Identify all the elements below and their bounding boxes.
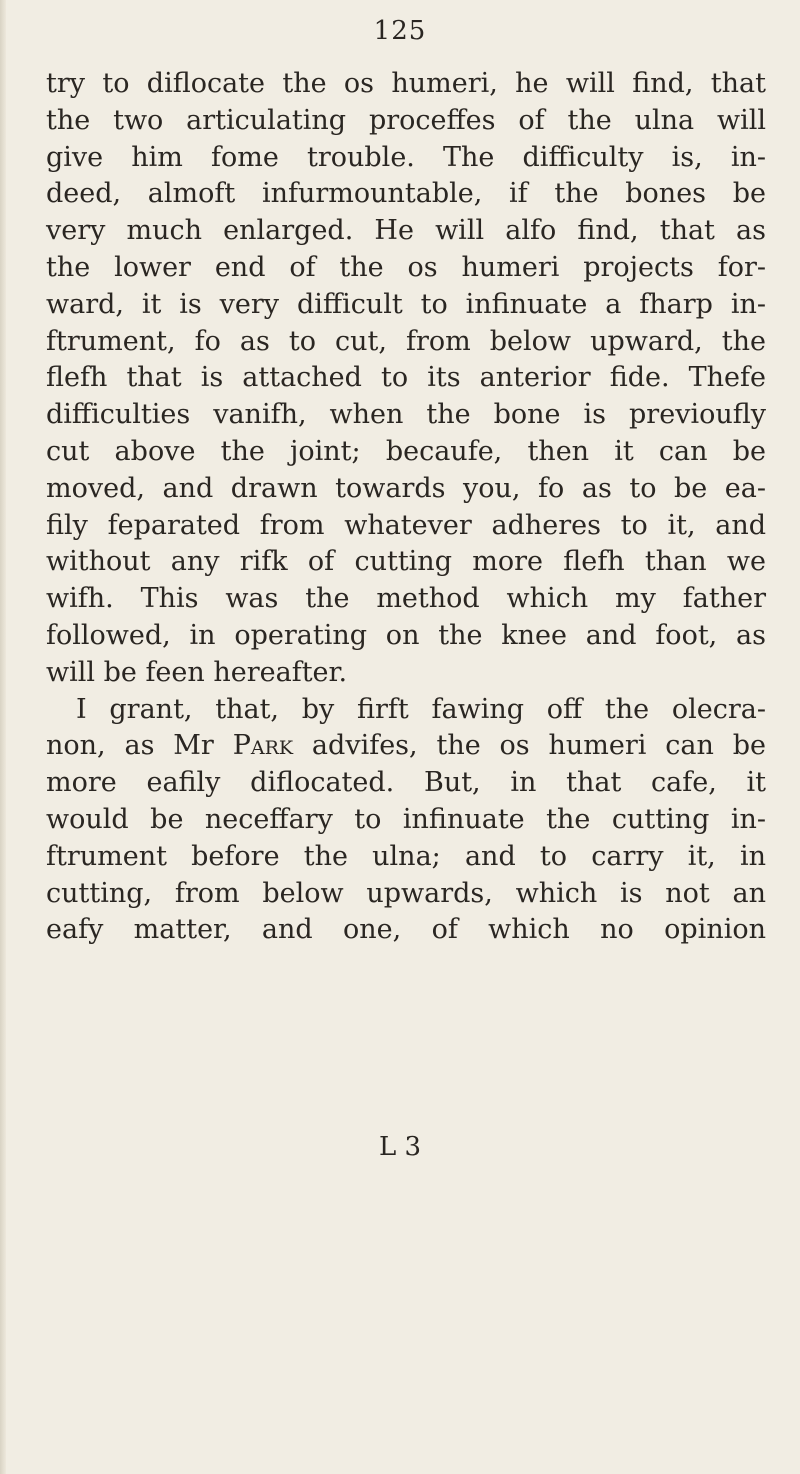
text-line: deed, almoft infurmountable, if the bones be	[46, 178, 766, 210]
text-line: wifh. This was the method which my father	[46, 583, 766, 615]
text-line: the two articulating proceffes of the ulna will	[46, 104, 766, 136]
proper-name: Park	[232, 730, 294, 762]
text-line: difficulties vanifh, when the bone is previoufly	[46, 399, 766, 431]
text-fragment: advifes, the os humeri can be	[293, 730, 766, 762]
text-line: eafy matter, and one, of which no opinion	[46, 914, 766, 946]
signature-mark: L 3	[378, 1132, 422, 1162]
page-left-edge	[0, 0, 6, 1474]
text-line: more eafily diflocated. But, in that cafe, it	[46, 767, 766, 799]
text-line: cut above the joint; becaufe, then it can be	[46, 435, 766, 467]
text-line: give him fome trouble. The difficulty is, in-	[46, 141, 766, 173]
paragraph-start-line: I grant, that, by firft fawing off the olecra-	[76, 693, 766, 725]
body-text	[46, 66, 766, 949]
text-line: very much enlarged. He will alfo find, that as	[46, 215, 766, 247]
text-fragment: non, as Mr	[46, 730, 233, 762]
text-line-with-name	[46, 728, 766, 765]
page-number: 125	[373, 16, 427, 46]
text-line: cutting, from below upwards, which is not an	[46, 877, 766, 909]
text-line: will be feen hereafter.	[46, 656, 348, 688]
text-line: fily feparated from whatever adheres to it, and	[46, 509, 766, 541]
text-line: followed, in operating on the knee and foot, as	[46, 619, 766, 651]
text-line: ftrument, fo as to cut, from below upward, the	[46, 325, 766, 357]
text-line: the lower end of the os humeri projects for-	[46, 251, 766, 283]
text-line: try to diflocate the os humeri, he will find, that	[46, 68, 766, 99]
text-line: would be neceffary to infinuate the cutting in-	[46, 803, 766, 835]
text-line: moved, and drawn towards you, fo as to be ea-	[46, 472, 766, 504]
text-line: ftrument before the ulna; and to carry it, in	[46, 840, 766, 872]
text-line: flefh that is attached to its anterior fide. Thefe	[46, 362, 766, 394]
text-line: ward, it is very difficult to infinuate a fharp in-	[46, 288, 766, 320]
text-line: without any rifk of cutting more flefh than we	[46, 546, 766, 578]
